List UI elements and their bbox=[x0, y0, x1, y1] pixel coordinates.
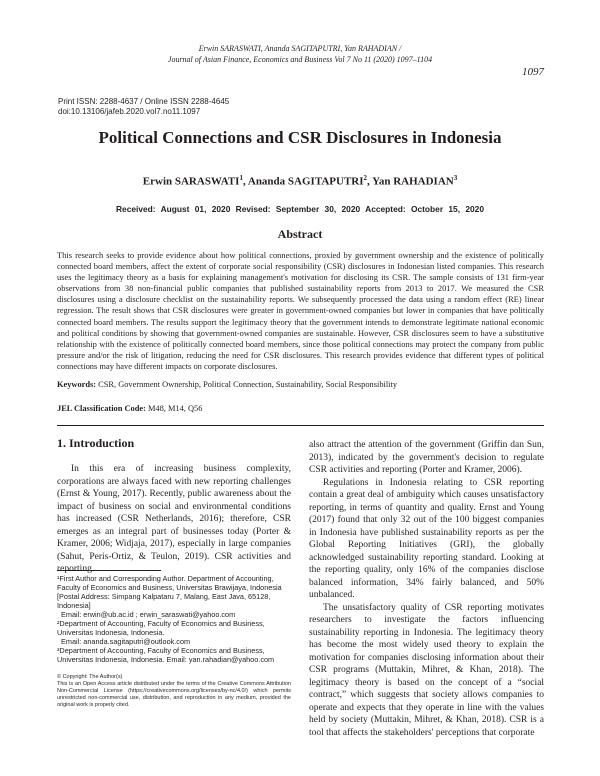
author-affiliation-mark: 2 bbox=[363, 174, 368, 182]
submission-dates: Received: August 01, 2020 Revised: September 30, 2020 Accepted: October 15, 2020 bbox=[116, 204, 484, 214]
issn-line: Print ISSN: 2288-4637 / Online ISSN 2288-4645 bbox=[58, 97, 230, 106]
footnote-rule bbox=[57, 570, 161, 571]
footnote bbox=[57, 574, 291, 619]
author-separator: , bbox=[242, 175, 248, 188]
author-separator: , bbox=[367, 175, 373, 188]
body-paragraph: In this era of increasing business complexity, corporations are always faced with new reporting challenges (Ernst & Young, 2017). Recently, public awareness about the impact of business on social and environmental conditions has increased (CSR Netherlands, 2016); therefore, CSR emerges as an integral part of businesses today (Porter & Kramer, 2006; Widjaja, 2017), especially in large companies (Sahut, Peris-Ortiz, & Teulon, 2019). CSR activities and reporting bbox=[57, 464, 291, 574]
introduction-heading: 1. Introduction bbox=[57, 436, 135, 450]
footnote bbox=[57, 619, 291, 646]
running-head bbox=[0, 44, 600, 65]
keywords bbox=[57, 380, 544, 389]
copyright-notice bbox=[57, 674, 291, 709]
license-text: This is an Open Access article distributed under the terms of the Creative Commons Attribution Non-Commercial License (https://creativecommons.org/licenses/by-nc/4.0/) which permits unrestricted non-commercial use, distribution, and reproduction in any medium, provided the original work is properly cited. bbox=[57, 681, 291, 708]
author-list bbox=[0, 174, 600, 188]
author-name: Yan RAHADIAN bbox=[372, 175, 454, 188]
paper-title: Political Connections and CSR Disclosures in Indonesia bbox=[98, 128, 502, 147]
identifiers bbox=[58, 97, 229, 117]
keywords-label: Keywords: bbox=[57, 380, 97, 389]
footnote-affiliation: ¹First Author and Corresponding Author. Department of Accounting, Faculty of Economics and Business, Universitas Brawijaya, Indonesia [Postal Address: Simpang Kalpataru 7, Malang, East Java, 65128, Indonesia] bbox=[57, 574, 282, 610]
jel-value: M48, M14, Q56 bbox=[145, 404, 203, 413]
doi-line: doi:10.13106/jafeb.2020.vol7.no11.1097 bbox=[58, 107, 201, 116]
body-paragraph: also attract the attention of the government (Griffin dan Sun, 2013), indicated by the government's decision to regulate CSR activities and reporting (Porter and Kramer, 2006). bbox=[309, 440, 544, 475]
page-number: 1097 bbox=[522, 66, 544, 78]
footnote-affiliation: ²Department of Accounting, Faculty of Economics and Business, Universitas Indonesia, Indonesia. bbox=[57, 619, 265, 637]
left-column-body bbox=[57, 463, 291, 576]
running-head-authors: Erwin SARASWATI, Ananda SAGITAPUTRI, Yan RAHADIAN / bbox=[198, 44, 402, 53]
footnotes bbox=[57, 574, 291, 664]
body-paragraph: The unsatisfactory quality of CSR reporting motivates researchers to investigate the factors influencing sustainability reporting in Indonesia. The legitimacy theory has become the most widely used theory to explain the motivation for companies disclosing information about their CSR programs (Muttakin, Mihret, & Khan, 2018). The legitimacy theory is based on the concept of a “social contract,” which suggests that society allows companies to operate and expects that they operate in line with the values held by society (Muttakin, Mihret, & Khan, 2018). CSR is a tool that affects the stakeholders' perceptions that corporate bbox=[309, 602, 544, 738]
running-head-journal: Journal of Asian Finance, Economics and Business Vol 7 No 11 (2020) 1097–1104 bbox=[167, 54, 433, 64]
body-paragraph: Regulations in Indonesia relating to CSR reporting contain a great deal of ambiguity which causes unsatisfactory reporting, in terms of quantity and quality. Ernst and Young (2017) found that only 32 out of the 100 biggest companies in Indonesia have published sustainability reports as per the Global Reporting Initiatives (GRI), the globally acknowledged sustainability reporting standard. Looking at the reporting quality, only 16% of the companies disclose balanced information, 34% fairly balanced, and 50% unbalanced. bbox=[309, 477, 544, 600]
copyright-line: © Copyright: The Author(s) bbox=[57, 674, 123, 680]
footnote-email: Email: ananda.sagitaputri@outlook.com bbox=[61, 637, 191, 646]
jel-label: JEL Classification Code: bbox=[57, 404, 146, 413]
author-name: Ananda SAGITAPUTRI bbox=[247, 175, 364, 188]
footnote-email: Email: erwin@ub.ac.id ; erwin_saraswati@yahoo.com bbox=[61, 610, 236, 619]
abstract-text: This research seeks to provide evidence about how political connections, proxied by government ownership and the existence of politically connected board members, affect the extent of corporate social responsibility (CSR) disclosures in Indonesian listed companies. This research uses the legitimacy theory as a basis for explaining management's motivation for disclosing its CSR. The sample consists of 131 firm-year observations from 38 non-financial public companies that published sustainability reports from 2013 to 2017. We measured the CSR disclosures using a disclosure checklist on the sustainability reports. We subsequently processed the data using a random effect (RE) linear regression. The result shows that CSR disclosures were greater in government-owned companies but lower in companies that have politically connected board members. The results support the legitimacy theory that the government intends to demonstrate legitimate national economic and political conditions by showing that government-owned companies are sustainable. However, CSR disclosures seem to have a substitutive relationship with the existence of politically connected board members, since those political connections may protect the company from public pressure and/or the risk of litigation, reducing the need for CSR disclosures. This research provides evidence that different types of political connections may have different impacts on corporate disclosures. bbox=[57, 250, 544, 371]
jel-codes bbox=[57, 404, 544, 413]
section-divider bbox=[57, 425, 544, 426]
footnote-affiliation: ³Department of Accounting, Faculty of Economics and Business, Universitas Indonesia, Indonesia. Email: yan.rahadian@yahoo.com bbox=[57, 646, 275, 664]
right-column-body bbox=[309, 439, 544, 739]
author-name: Erwin SARASWATI bbox=[142, 175, 240, 188]
author-affiliation-mark: 3 bbox=[453, 174, 458, 182]
keywords-value: CSR, Government Ownership, Political Connection, Sustainability, Social Responsibility bbox=[96, 380, 398, 389]
footnote bbox=[57, 646, 291, 664]
abstract-heading: Abstract bbox=[277, 227, 323, 241]
author-affiliation-mark: 1 bbox=[239, 174, 243, 182]
